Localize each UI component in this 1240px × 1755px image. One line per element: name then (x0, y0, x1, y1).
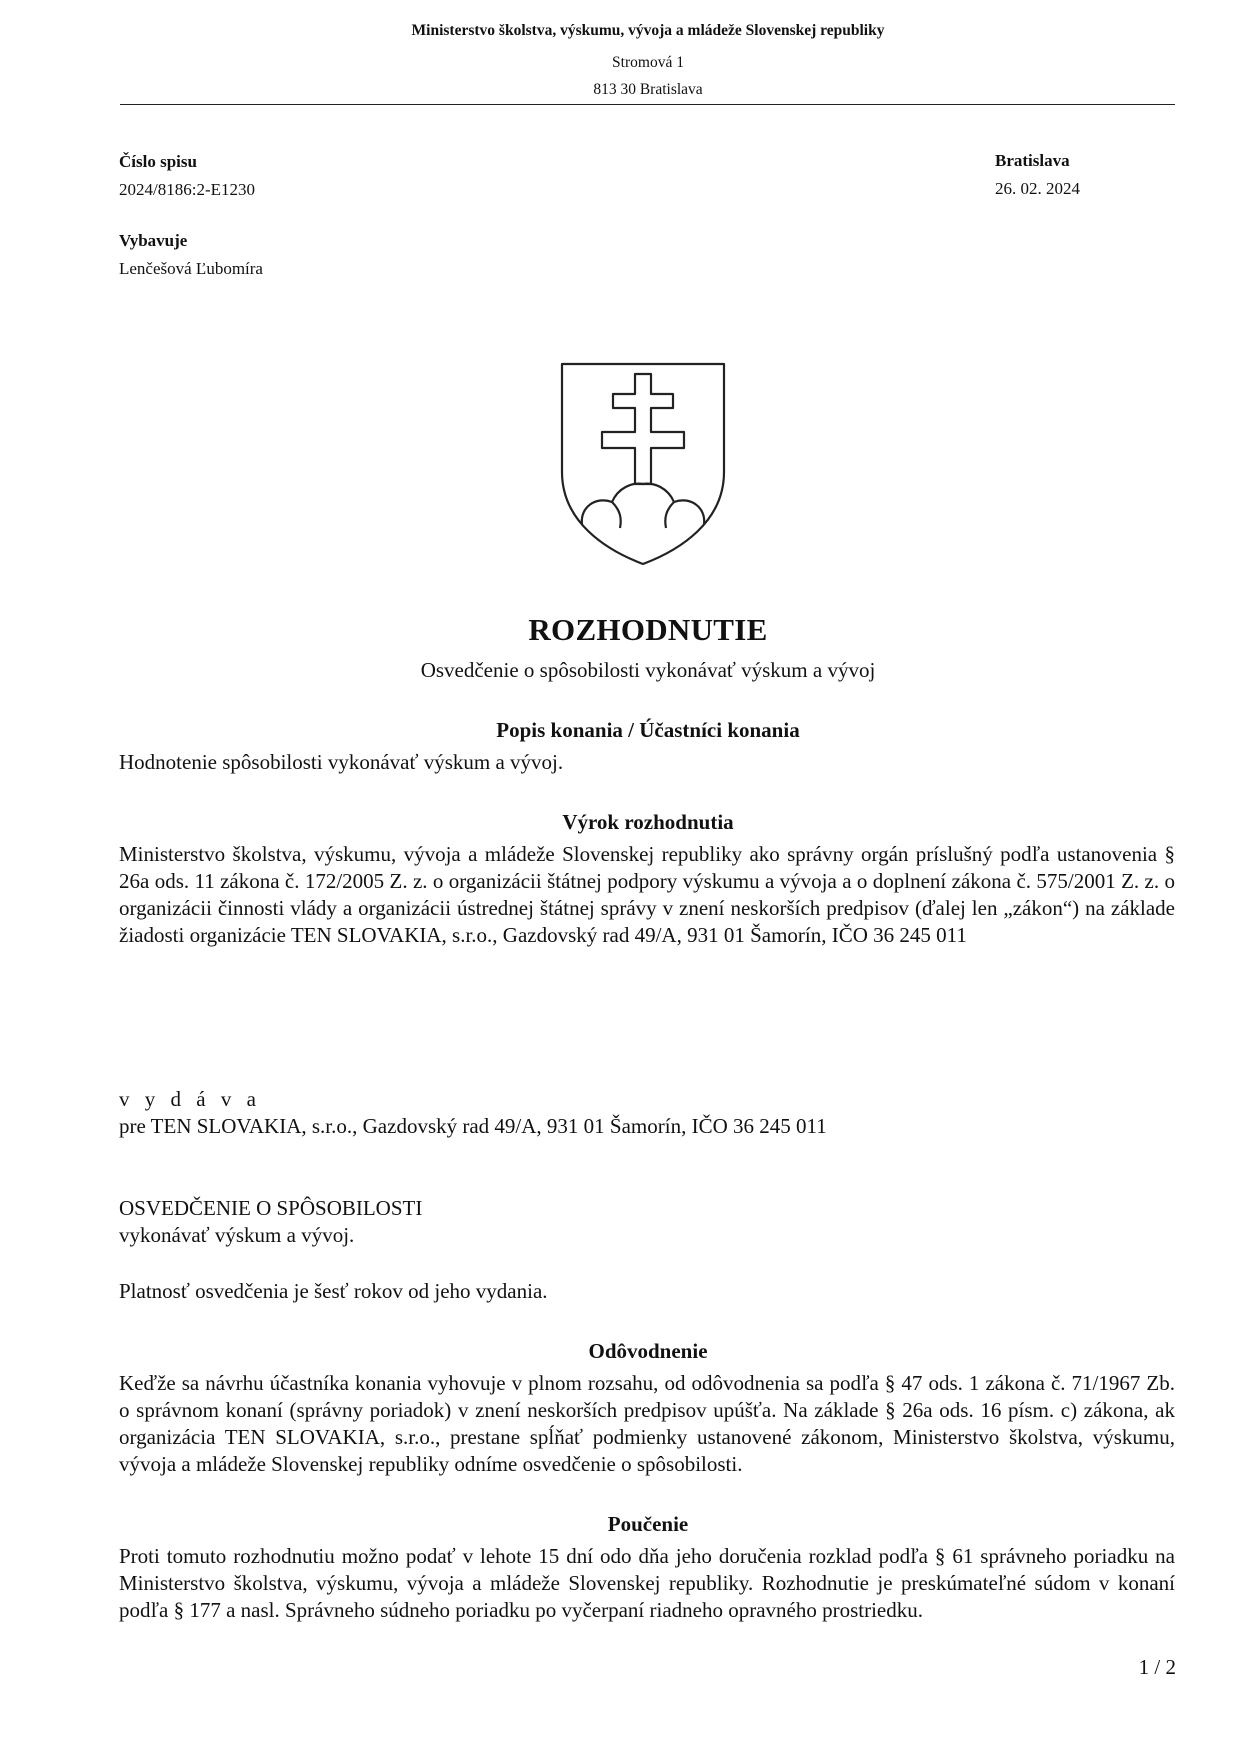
document-subtitle: Osvedčenie o spôsobilosti vykonávať výskum a vývoj (420, 658, 876, 682)
place-label: Bratislava (995, 151, 1070, 170)
file-number-label: Číslo spisu (119, 152, 197, 171)
verdict-text: Ministerstvo školstva, výskumu, vývoja a mládeže Slovenskej republiky ako správny orgán príslušný podľa ustanovenia § 26a ods. 11 zákona č. 172/2005 Z. z. o organizácii štátnej podpory výskumu a vývoja a o doplnení zákona č. 575/2001 Z. z. o organizácii činnosti vlády a organizácii ústrednej štátnej správy v znení neskorších predpisov (ďalej len „zákon“) na základe žiadosti organizácie TEN SLOVAKIA, s.r.o., Gazdovský rad 49/A, 931 01 Šamorín, IČO 36 245 011 (119, 842, 1175, 947)
issues-word: v y d á v a (119, 1087, 261, 1111)
file-number: 2024/8186:2-E1230 (119, 180, 255, 199)
certificate-scope: vykonávať výskum a vývoj. (119, 1223, 355, 1247)
page-number: 1 / 2 (1138, 1655, 1176, 1679)
instruction-heading: Poučenie (607, 1512, 689, 1536)
ministry-street: Stromová 1 (612, 54, 684, 71)
document-date: 26. 02. 2024 (995, 179, 1080, 198)
justification-heading: Odôvodnenie (588, 1339, 708, 1363)
certificate-title: OSVEDČENIE O SPÔSOBILOSTI (119, 1196, 423, 1220)
proceedings-text: Hodnotenie spôsobilosti vykonávať výskum a vývoj. (119, 750, 564, 774)
certificate-validity: Platnosť osvedčenia je šesť rokov od jeho vydania. (119, 1279, 548, 1303)
instruction-text: Proti tomuto rozhodnutiu možno podať v lehote 15 dní odo dňa jeho doručenia rozklad podľa § 61 správneho poriadku na Ministerstvo školstva, výskumu, vývoja a mládeže Slovenskej republiky. Rozhodnutie je preskúmateľné súdom v konaní podľa § 177 a nasl. Správneho súdneho poriadku po vyčerpaní riadneho opravného prostriedku. (119, 1544, 1175, 1622)
slovak-coat-of-arms-icon (560, 362, 726, 566)
document-title: ROZHODNUTIE (528, 612, 768, 647)
ministry-name: Ministerstvo školstva, výskumu, vývoja a mládeže Slovenskej republiky (411, 22, 885, 39)
handler-name: Lenčešová Ľubomíra (119, 259, 263, 278)
verdict-heading: Výrok rozhodnutia (562, 810, 734, 834)
ministry-city: 813 30 Bratislava (593, 81, 703, 98)
handler-label: Vybavuje (119, 231, 188, 250)
justification-text: Keďže sa návrhu účastníka konania vyhovuje v plnom rozsahu, od odôvodnenia sa podľa § 47 ods. 1 zákona č. 71/1967 Zb. o správnom konaní (správny poriadok) v znení neskorších predpisov upúšťa. Na základe § 26a ods. 16 písm. c) zákona, ak organizácia TEN SLOVAKIA, s.r.o., prestane spĺňať podmienky ustanovené zákonom, Ministerstvo školstva, výskumu, vývoja a mládeže Slovenskej republiky odníme osvedčenie o spôsobilosti. (119, 1371, 1175, 1476)
proceedings-heading: Popis konania / Účastníci konania (496, 718, 800, 742)
header-divider (120, 104, 1175, 105)
issues-recipient: pre TEN SLOVAKIA, s.r.o., Gazdovský rad 49/A, 931 01 Šamorín, IČO 36 245 011 (119, 1114, 827, 1138)
